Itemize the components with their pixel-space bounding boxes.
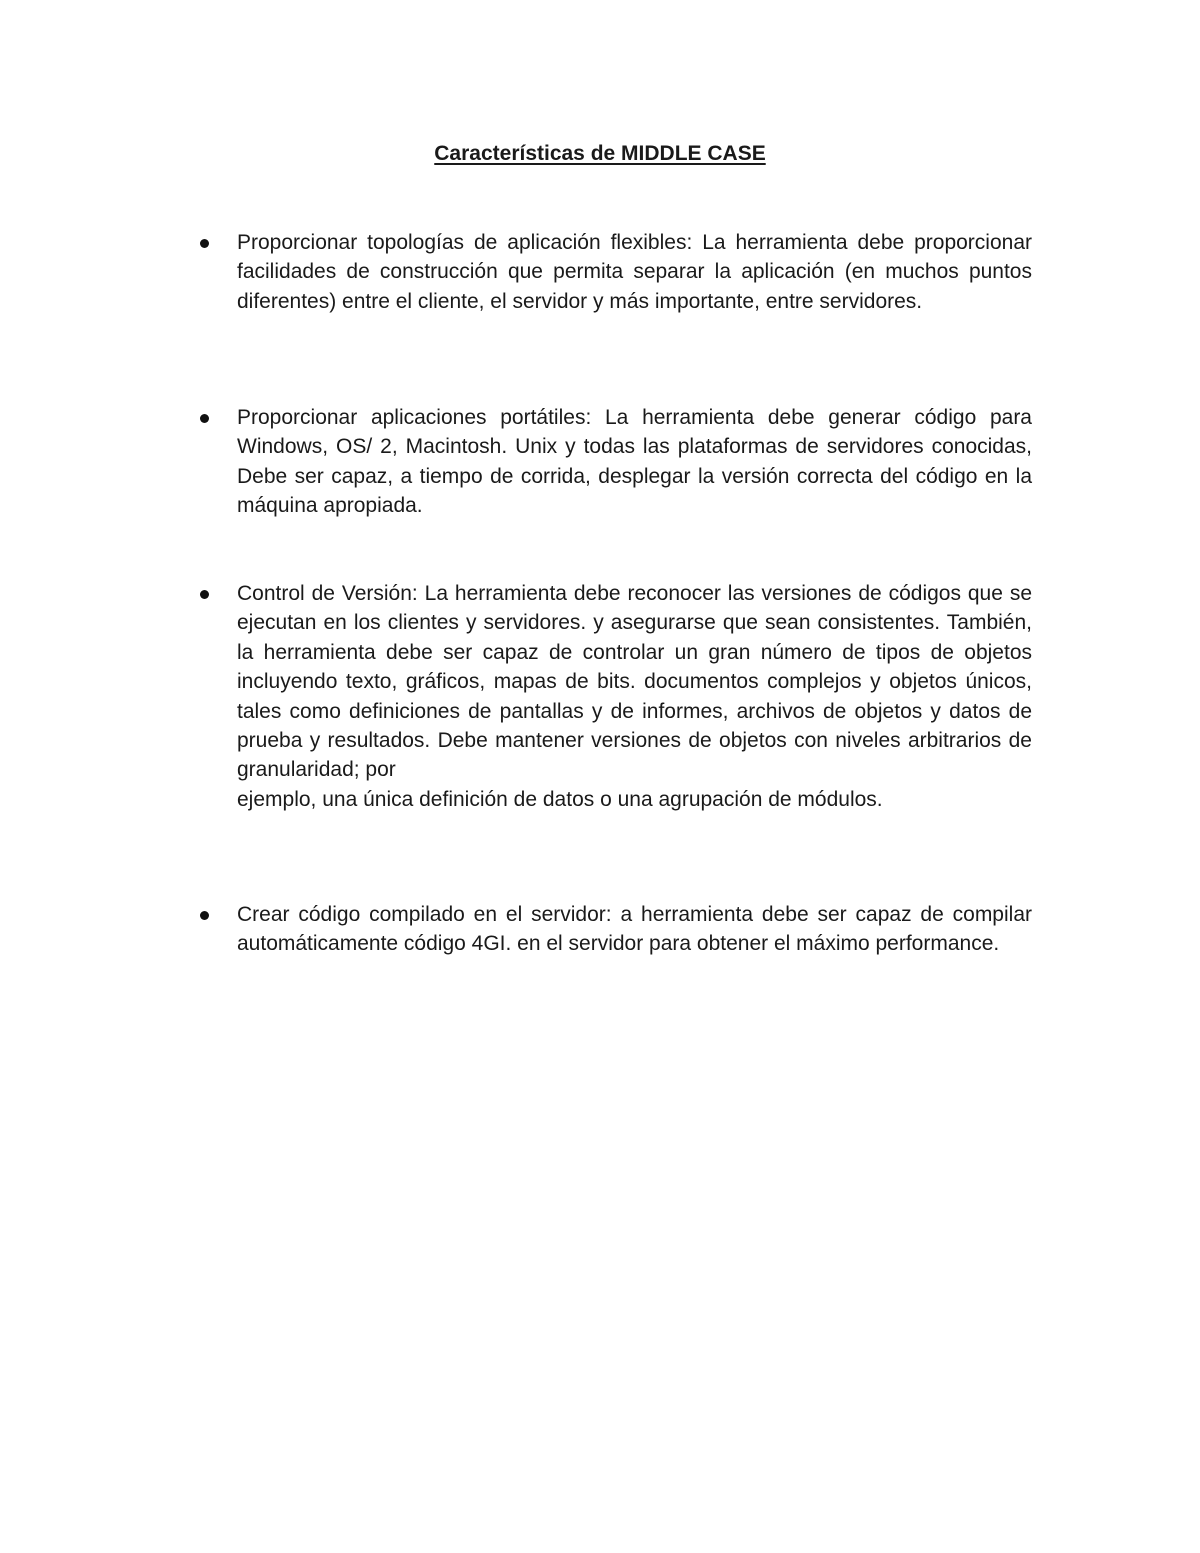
page-title-text: Características de MIDDLE CASE (434, 142, 766, 165)
page-title (0, 140, 1200, 168)
bullet-icon (200, 911, 209, 920)
list-item-text: Proporcionar aplicaciones portátiles: La herramienta debe generar código para Windows, OS/ 2, Macintosh. Unix y todas las plataformas de servidores conocidas, Debe ser capaz, a tiempo de corrida, desplegar la versión correcta del código en la máquina apropiada. (237, 406, 1032, 518)
list-item-text: Control de Versión: La herramienta debe reconocer las versiones de códigos que se ejecutan en los clientes y servidores. y asegurarse que sean consistentes. También, la herramienta debe ser capaz de controlar un gran número de tipos de objetos incluyendo texto, gráficos, mapas de bits. documentos complejos y objetos únicos, tales como definiciones de pantallas y de informes, archivos de objetos y datos de prueba y resultados. Debe mantener versiones de objetos con niveles arbitrarios de granularidad; por (237, 582, 1032, 782)
list-item-text: Proporcionar topologías de aplicación flexibles: La herramienta debe proporcionar facilidades de construcción que permita separar la aplicación (en muchos puntos diferentes) entre el cliente, el servidor y más importante, entre servidores. (237, 231, 1032, 313)
bullet-icon (200, 414, 209, 423)
bullet-icon (200, 239, 209, 248)
list-item-text-block (237, 579, 1032, 814)
bullet-icon (200, 590, 209, 599)
list-item-text: Crear código compilado en el servidor: a herramienta debe ser capaz de compilar automáticamente código 4GI. en el servidor para obtener el máximo performance. (237, 903, 1032, 956)
list-item-text-continuation: ejemplo, una única definición de datos o una agrupación de módulos. (237, 787, 883, 811)
